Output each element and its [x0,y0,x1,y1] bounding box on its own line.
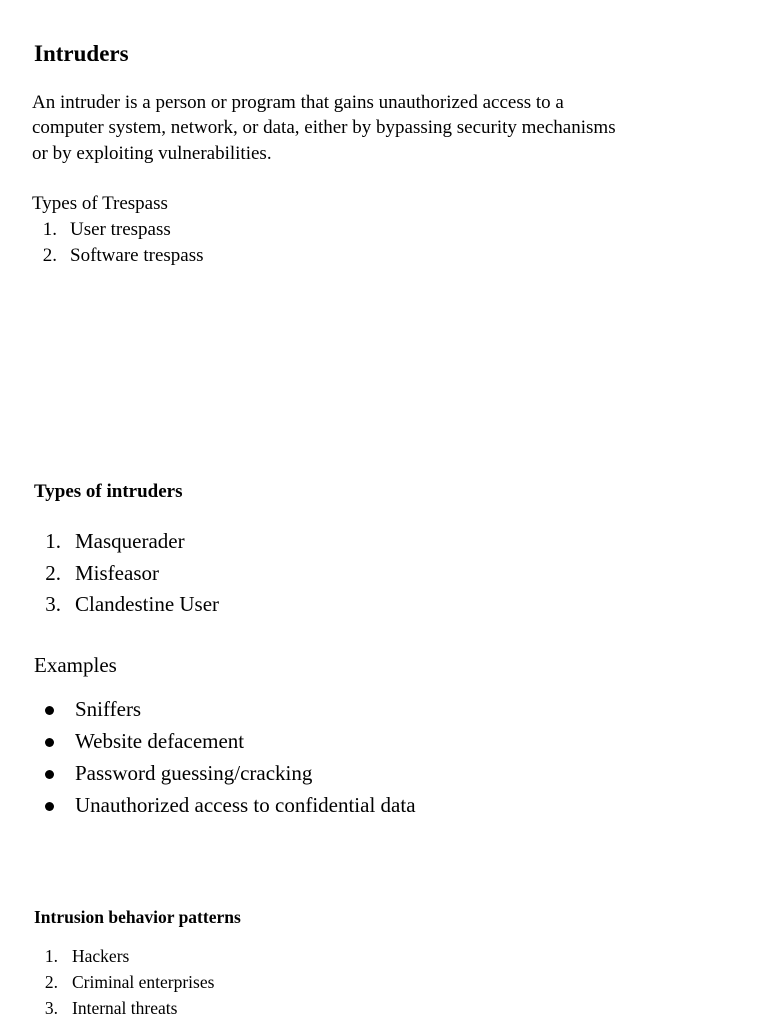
list-item-label: Internal threats [72,998,178,1018]
list-number: 3. [45,592,61,616]
trespass-heading: Types of Trespass [32,193,168,214]
intruders-list [34,526,219,621]
intruders-heading: Types of intruders [34,481,183,502]
list-item-label: Hackers [72,946,130,966]
list-item-label: Clandestine User [75,592,220,616]
intro-paragraph [32,90,712,166]
examples-list [34,694,416,822]
list-item [34,558,219,590]
list-item-label: Unauthorized access to confidential data [75,793,416,817]
list-number: 1. [45,529,61,553]
list-item [34,694,416,726]
list-item [32,243,204,269]
list-item [34,589,219,621]
patterns-heading: Intrusion behavior patterns [34,907,241,927]
list-item [34,758,416,790]
intro-line: computer system, network, or data, either by bypassing security mechanisms [32,117,616,139]
list-item [32,217,204,243]
list-item-label: Website defacement [75,729,245,753]
list-item-label: Sniffers [75,697,142,721]
patterns-list [34,944,214,1022]
list-item-label: Software trespass [70,245,204,266]
list-number: 2. [45,560,61,585]
list-item [34,526,219,558]
trespass-list [32,217,204,269]
list-item [34,726,416,758]
list-number: 2. [44,972,58,992]
list-item [34,944,214,970]
list-item-label: User trespass [70,219,171,240]
list-number: 2. [42,245,57,266]
list-item [34,996,214,1022]
list-number: 3. [44,998,58,1018]
list-item-label: Criminal enterprises [72,972,215,992]
examples-heading: Examples [34,653,117,677]
list-item [34,790,416,822]
list-item [34,970,214,996]
list-item-label: Masquerader [75,529,185,553]
page-title: Intruders [34,41,129,66]
intro-line: An intruder is a person or program that gains unauthorized access to a [32,92,564,113]
list-number: 1. [44,946,58,966]
list-item-label: Password guessing/cracking [75,761,313,785]
list-number: 1. [42,219,57,240]
intro-line: or by exploiting vulnerabilities. [32,142,272,164]
list-item-label: Misfeasor [75,560,159,585]
